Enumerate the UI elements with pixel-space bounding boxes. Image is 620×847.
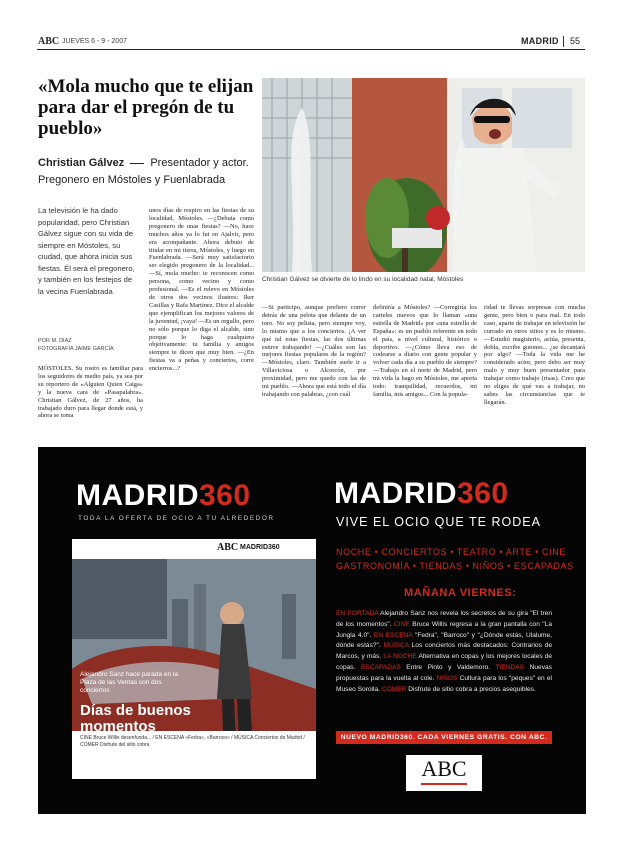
ad-body-text-6: Nuevas propuestas para la vuelta al cole. <box>336 663 552 682</box>
ad-body-tag-3: MÚSICA <box>383 642 409 650</box>
ad-left-tagline: TODA LA OFERTA DE OCIO A TU ALREDEDOR <box>78 515 275 522</box>
article-column-1: MÓSTOLES. Su rostro es familiar para los seguidores de medio país, ya sea por su reportero de «Alguien Quien Caiga» y la nueva cara de «Pasapalabra». Christian Gálvez, de 27 años, ha trabajado duro para llegar donde está, y ahora se toma <box>38 365 143 420</box>
ad-banner-text: NUEVO MADRID360. CADA VIERNES GRATIS. CON ABC. <box>340 734 548 741</box>
header-separator <box>563 36 564 47</box>
ad-body-tag-2: EN ESCENA <box>373 631 413 639</box>
article-column-2: unos días de respiro en las fiestas de su localidad, Móstoles. —¿Debuta como pregonero de unas fiestas? —No, hace muchos años ya lo fui en Ajalvir, pero era acompañante. Ahora debuto de titular en mi tierra, Móstoles, y luego en Fuenlabrada. —Será muy satisfactorio ser elegido pregonero de la localidad... —Sí, mola mucho: te reconocen como persona, como vecino y como profesional. —Es el relevo en Móstoles de otros dos vecinos ilustres: Iker Casillas y Rafa Martínez. Dice el alcalde que ejemplifican los mejores valores de la juventud, ¡vaya! —Es un orgullo, pero no sólo porque lo diga el alcalde, sino porque lo haga cualquiera objetivamente: tu familia y amigos siempre te dicen que muy bien. —¿En fiestas va a peñas y conciertos, corre encierros...? <box>149 207 254 373</box>
abc-logo-box <box>406 755 482 791</box>
section-name: MADRID <box>521 36 559 46</box>
ad-categories-1: NOCHE • CONCIERTOS • TEATRO • ARTE • CINE <box>336 547 566 557</box>
cover-teaser: Alejandro Sanz hace parada en la Plaza de las Ventas con dos conciertos <box>80 671 178 694</box>
cover-headline: Días de buenos momentos <box>80 702 191 735</box>
ad-left-logo-word: MADRID <box>76 479 199 512</box>
ad-body-tag-0: EN PORTADA <box>336 610 379 617</box>
ad-body-text-8: Disfrute de sitio cobra a precios asequibles. <box>408 685 536 693</box>
ad-banner <box>336 731 552 744</box>
ad-left-logo <box>76 479 251 513</box>
cover-list: CINE Bruce Willis desenfunda... / EN ESCENA «Fedra», «Barroco» / MÚSICA Conciertos de Madrid / COMER Disfrute del sitio cobra <box>80 735 305 748</box>
cover-sub: MADRID360 <box>240 544 280 551</box>
article-column-5: ridad te llevas sorpresas con mucha gente, pero bien o para mal. En todo caso, aparte de trabajar en televisión he currado en otros sitios y es lo mismo. —Estudió magisterio, actúa, presenta, dobla, escribe guiones... ¿se decantará por algo? —Toda la vida me he considerado actor, pero debo ser muy malo y muy buen presentador para trabajar como trabajo (risas). Creo que no eliges de qué vas a trabajar, no sabes las circunstancias que te llegarán. <box>484 304 585 406</box>
ad-body-tag-7: NIÑOS <box>436 674 458 682</box>
credit-author: POR M. DÍAZ <box>38 338 72 344</box>
page-number: 55 <box>570 36 581 46</box>
ad-body-tag-1: CINE <box>394 620 410 628</box>
ad-body-text-0: Alejandro Sanz nos revela los secretos de su gira "El tren de los momentos". <box>336 610 552 628</box>
magazine-cover <box>72 539 316 779</box>
photo-caption: Christian Gálvez se divierte de lo lindo en su localidad natal, Móstoles <box>262 276 464 283</box>
ad-right-logo-word: MADRID <box>334 477 457 510</box>
ad-body-text-7: Cultura para los "peques" en el Museo Sorolla. <box>336 674 552 693</box>
ad-body-tag-8: COMER <box>381 685 407 693</box>
abc-logo-underline <box>421 783 467 785</box>
article-photo <box>262 78 585 272</box>
ad-categories-2: GASTRONOMÍA • TIENDAS • NIÑOS • ESCAPADAS <box>336 561 574 571</box>
ad-body-text-5: Entre Pinto y Valdemoro. <box>406 663 491 671</box>
article-lead: La televisión le ha dado popularidad, pero Christian Gálvez sigue con su vida de siempre en Móstoles, su ciudad, que ahora inicia sus fiestas. Él será el pregonero, y también en los festejos de la vecina Fuenlabrada <box>38 206 135 296</box>
abc-logo: ABC <box>421 756 467 781</box>
article-credits <box>38 337 148 353</box>
article-column-4: definiría a Móstoles? —Corregiría los carteles nuevos que lo llaman «una estrella de Madrid» por «una estrella de España»: es un pueblo referente en todo el país, a nivel cultural, histórico o deportivo. —¿Cómo lleva eso de codearse a diario con gente popular y volver cada día a su pueblo de siempre? —Trabajo en el norte de Madrid, pero mi vida la hago en Móstoles, me aporta todo: tranquilidad, recuerdos, mi familia, mis amigos... Con la popula- <box>373 304 477 398</box>
publication-date: JUEVES 6 - 9 - 2007 <box>62 38 127 45</box>
ad-body <box>336 609 552 695</box>
ad-left-logo-num: 360 <box>199 479 251 512</box>
ad-right-logo <box>334 477 509 511</box>
cover-abc: ABC <box>217 542 239 553</box>
byline-name: Christian Gálvez <box>38 157 125 169</box>
ad-body-text-2: "Fedra", "Barroco" y "¿Dónde estás, Ulalume, dónde estás?". <box>336 631 553 650</box>
header-rule <box>37 49 585 50</box>
ad-body-text-3: Los conciertos más destacados: Contrarios de Marcos, y más. <box>336 642 552 661</box>
byline-dash <box>130 163 144 164</box>
ad-body-text-4: Alternativa en copas y los mejores locales de copas. <box>336 653 553 671</box>
byline-role: Presentador y actor. <box>150 157 249 169</box>
ad-right-slogan: VIVE EL OCIO QUE TE RODEA <box>336 515 541 529</box>
article-headline: «Mola mucho que te elijan para dar el pregón de tu pueblo» <box>38 76 254 139</box>
photo-illustration <box>262 78 585 272</box>
credit-photo: FOTOGRAFÍA JAIME GARCÍA <box>38 346 114 352</box>
ad-body-text-1: Bruce Willis regresa a la gran pantalla con "La Jungla 4.0". <box>336 620 552 639</box>
madrid360-advertisement <box>38 447 586 814</box>
ad-right-logo-num: 360 <box>457 477 509 510</box>
publication-name: ABC <box>38 36 60 47</box>
ad-tomorrow: MAÑANA VIERNES: <box>404 587 517 599</box>
article-column-3: —Si participo, aunque prefiero correr detrás de una pelota que delante de un toro. No soy pelista, pero siempre voy, lo mismo que a los conciertos. ¡A ver qué tal estas fiestas, las dos últimas estuve trabajando! —¿Cuáles son las mejores fiestas populares de la región? —Móstoles, claro. También suele ir a Villaviciosa o Alcorcón, por proximidad, pero me quedo con las de mi pueblo. —Ahora que está todo el día trabajando con palabras, ¿con cuál <box>262 304 366 398</box>
article-byline <box>38 155 258 189</box>
ad-body-tag-4: LA NOCHE <box>383 653 417 661</box>
ad-body-tag-6: TIENDAS <box>495 663 525 671</box>
byline-role-2: Pregonero en Móstoles y Fuenlabrada <box>38 174 226 186</box>
ad-body-tag-5: ESCAPADAS <box>360 663 401 671</box>
